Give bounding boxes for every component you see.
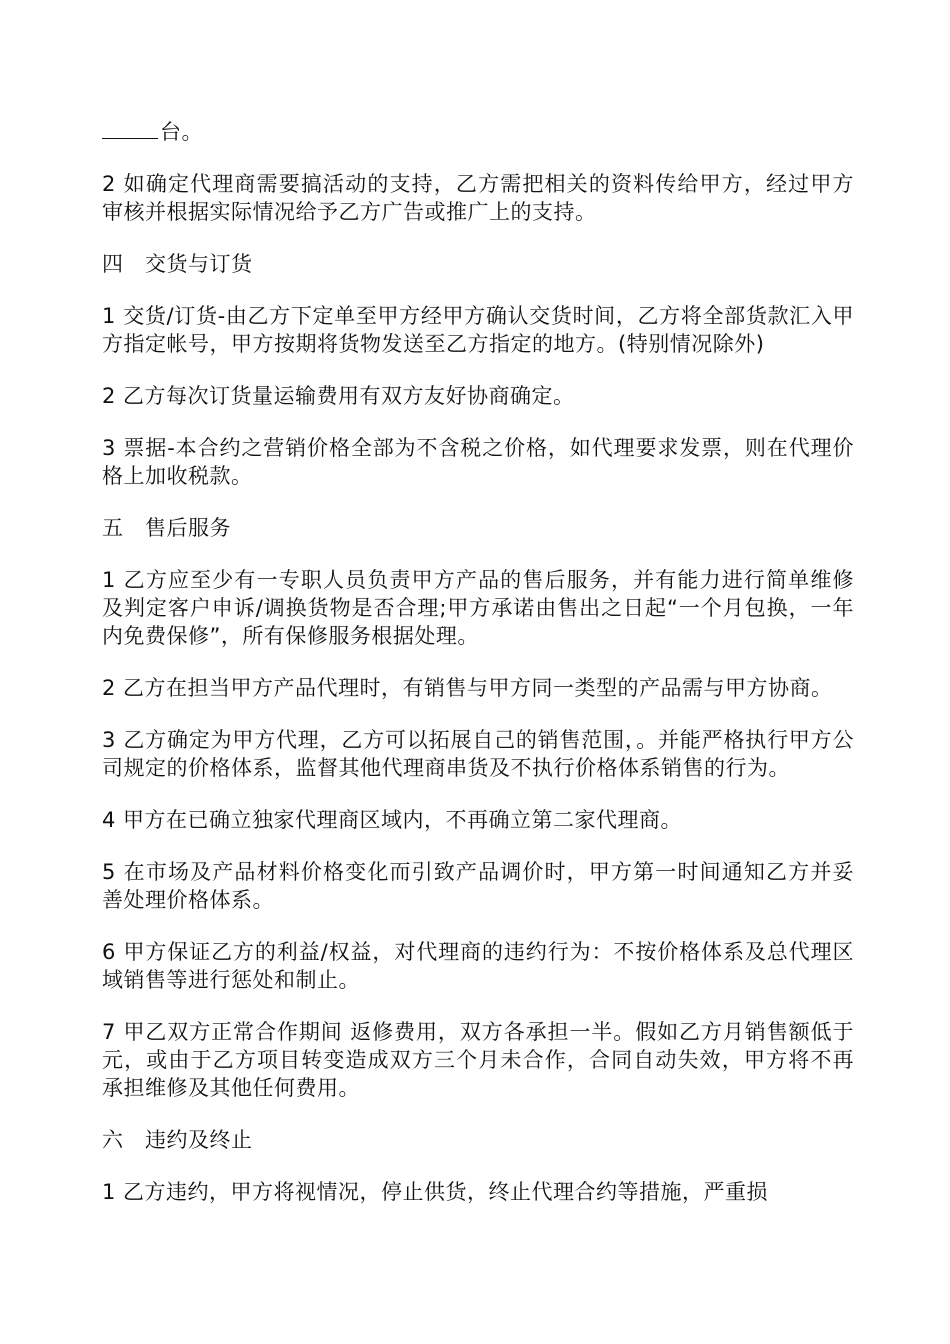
- paragraph-delivery-order: 1 交货/订货-由乙方下定单至甲方经甲方确认交货时间，乙方将全部货款汇入甲方指定帐号，甲方按期将货物发送至乙方指定的地方。(特别情况除外): [102, 304, 854, 356]
- paragraph-exclusive-agent: 4 甲方在已确立独家代理商区域内，不再确立第二家代理商。: [102, 808, 683, 832]
- paragraph-shipping-cost: 2 乙方每次订货量运输费用有双方友好协商确定。: [102, 384, 575, 408]
- section-heading-after-sales: 五 售后服务: [102, 516, 232, 540]
- paragraph-competing-products: 2 乙方在担当甲方产品代理时，有销售与甲方同一类型的产品需与甲方协商。: [102, 676, 833, 700]
- paragraph-text: 台。: [160, 120, 203, 144]
- paragraph-unit-count: [102, 118, 854, 146]
- paragraph-price-adjustment: 5 在市场及产品材料价格变化而引致产品调价时，甲方第一时间通知乙方并妥善处理价格体系。: [102, 860, 854, 912]
- paragraph-invoice: 3 票据-本合约之营销价格全部为不含税之价格，如代理要求发票，则在代理价格上加收税款。: [102, 436, 854, 488]
- paragraph-breach-measures: 1 乙方违约，甲方将视情况，停止供货，终止代理合约等措施，严重损: [102, 1180, 769, 1204]
- paragraph-sales-range: 3 乙方确定为甲方代理，乙方可以拓展自己的销售范围，。并能严格执行甲方公司规定的价格体系，监督其他代理商串货及不执行价格体系销售的行为。: [102, 728, 854, 780]
- paragraph-rights-protection: 6 甲方保证乙方的利益/权益，对代理商的违约行为：不按价格体系及总代理区域销售等进行惩处和制止。: [102, 940, 854, 992]
- paragraph-after-sales-staff: 1 乙方应至少有一专职人员负责甲方产品的售后服务，并有能力进行简单维修及判定客户申诉/调换货物是否合理;甲方承诺由售出之日起“一个月包换，一年内免费保修”，所有保修服务根据处理。: [102, 568, 854, 648]
- section-heading-delivery: 四 交货与订货: [102, 252, 253, 276]
- section-heading-breach: 六 违约及终止: [102, 1128, 253, 1152]
- paragraph-repair-costs: 7 甲乙双方正常合作期间 返修费用，双方各承担一半。假如乙方月销售额低于元，或由于乙方项目转变造成双方三个月未合作，合同自动失效，甲方将不再承担维修及其他任何费用。: [102, 1020, 854, 1100]
- fill-in-blank: [102, 118, 158, 139]
- paragraph-promotion-support: 2 如确定代理商需要搞活动的支持，乙方需把相关的资料传给甲方，经过甲方审核并根据实际情况给予乙方广告或推广上的支持。: [102, 172, 854, 224]
- document-page: [102, 118, 854, 1230]
